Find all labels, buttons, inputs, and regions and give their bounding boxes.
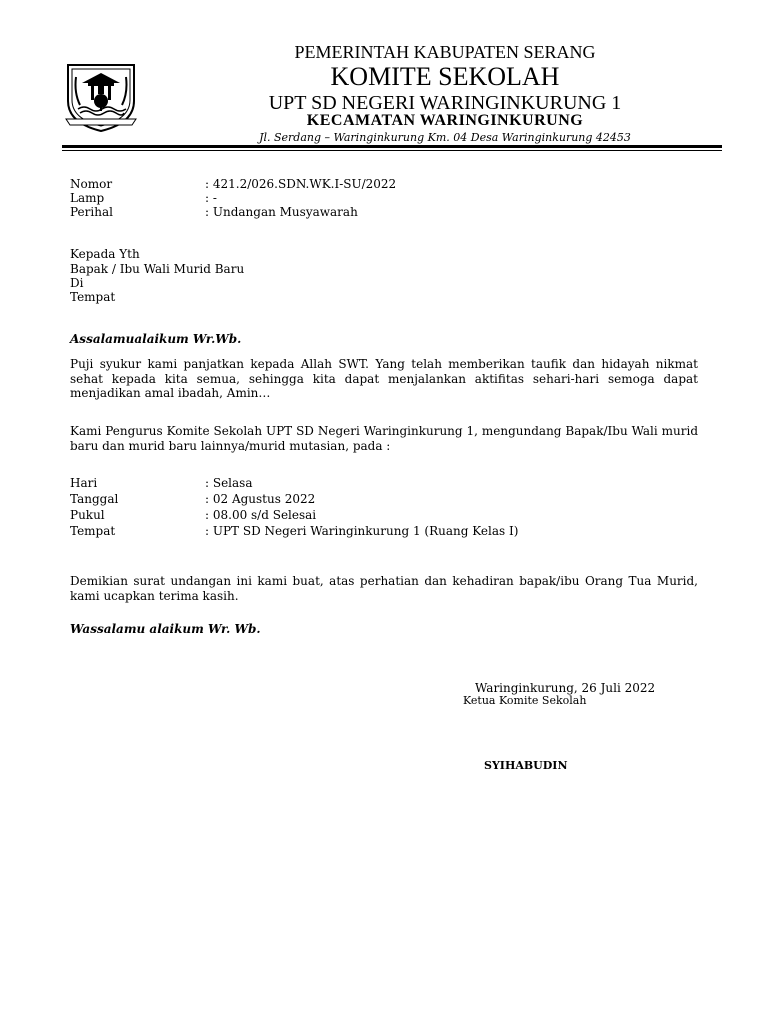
recipient-line-4: Tempat — [70, 290, 116, 304]
paragraph-closing: Demikian surat undangan ini kami buat, atas perhatian dan kehadiran bapak/ibu Orang Tua Murid, kami ucapkan terima kasih. — [70, 574, 698, 603]
event-tempat-value: : UPT SD Negeri Waringinkurung 1 (Ruang Kelas I) — [205, 524, 519, 538]
signature-name: SYIHABUDIN — [484, 759, 568, 772]
school-address: Jl. Serdang – Waringinkurung Km. 04 Desa Waringinkurung 42453 — [259, 131, 631, 144]
meta-lamp-label: Lamp — [70, 191, 105, 205]
event-tanggal-value: : 02 Agustus 2022 — [205, 492, 316, 506]
district-name: KECAMATAN WARINGINKURUNG — [306, 112, 584, 129]
meta-perihal-label: Perihal — [70, 205, 113, 219]
letterhead-rule-thick — [62, 145, 722, 148]
recipient-line-3: Di — [70, 276, 84, 290]
paragraph-opening: Puji syukur kami panjatkan kepada Allah SWT. Yang telah memberikan taufik dan hidayah nikmat sehat kepada kita semua, sehingga kita dapat menjalankan aktifitas sehari-hari semoga dapat menjadikan amal ibadah, Amin… — [70, 357, 698, 400]
meta-perihal-value: : Undangan Musyawarah — [205, 205, 358, 219]
event-tempat-label: Tempat — [70, 524, 116, 538]
event-hari-label: Hari — [70, 476, 98, 490]
meta-nomor — [70, 177, 710, 192]
kabupaten-serang-emblem-icon — [62, 57, 140, 133]
event-tanggal — [70, 492, 710, 507]
school-name: UPT SD NEGERI WARINGINKURUNG 1 — [268, 92, 622, 114]
event-tanggal-label: Tanggal — [70, 492, 119, 506]
event-pukul — [70, 508, 710, 523]
event-pukul-value: : 08.00 s/d Selesai — [205, 508, 317, 522]
recipient-line-1: Kepada Yth — [70, 247, 140, 261]
meta-perihal — [70, 205, 710, 220]
meta-lamp-value: : - — [205, 191, 217, 205]
letterhead-rule-thin — [62, 150, 722, 151]
meta-lamp — [70, 191, 710, 206]
committee-title: KOMITE SEKOLAH — [330, 62, 560, 91]
closing-greeting: Wassalamu alaikum Wr. Wb. — [70, 622, 261, 636]
opening-greeting: Assalamualaikum Wr.Wb. — [70, 332, 242, 346]
event-hari-value: : Selasa — [205, 476, 253, 490]
signature-position: Ketua Komite Sekolah — [463, 694, 587, 707]
meta-nomor-value: : 421.2/026.SDN.WK.I-SU/2022 — [205, 177, 397, 191]
paragraph-invitation: Kami Pengurus Komite Sekolah UPT SD Negeri Waringinkurung 1, mengundang Bapak/Ibu Wali murid baru dan murid baru lainnya/murid mutasian, pada : — [70, 424, 698, 453]
event-tempat — [70, 524, 710, 539]
event-hari — [70, 476, 710, 491]
government-name: PEMERINTAH KABUPATEN SERANG — [294, 42, 596, 62]
recipient-line-2: Bapak / Ibu Wali Murid Baru — [70, 262, 245, 276]
signature-place-date: Waringinkurung, 26 Juli 2022 — [475, 681, 656, 695]
meta-nomor-label: Nomor — [70, 177, 113, 191]
event-pukul-label: Pukul — [70, 508, 105, 522]
